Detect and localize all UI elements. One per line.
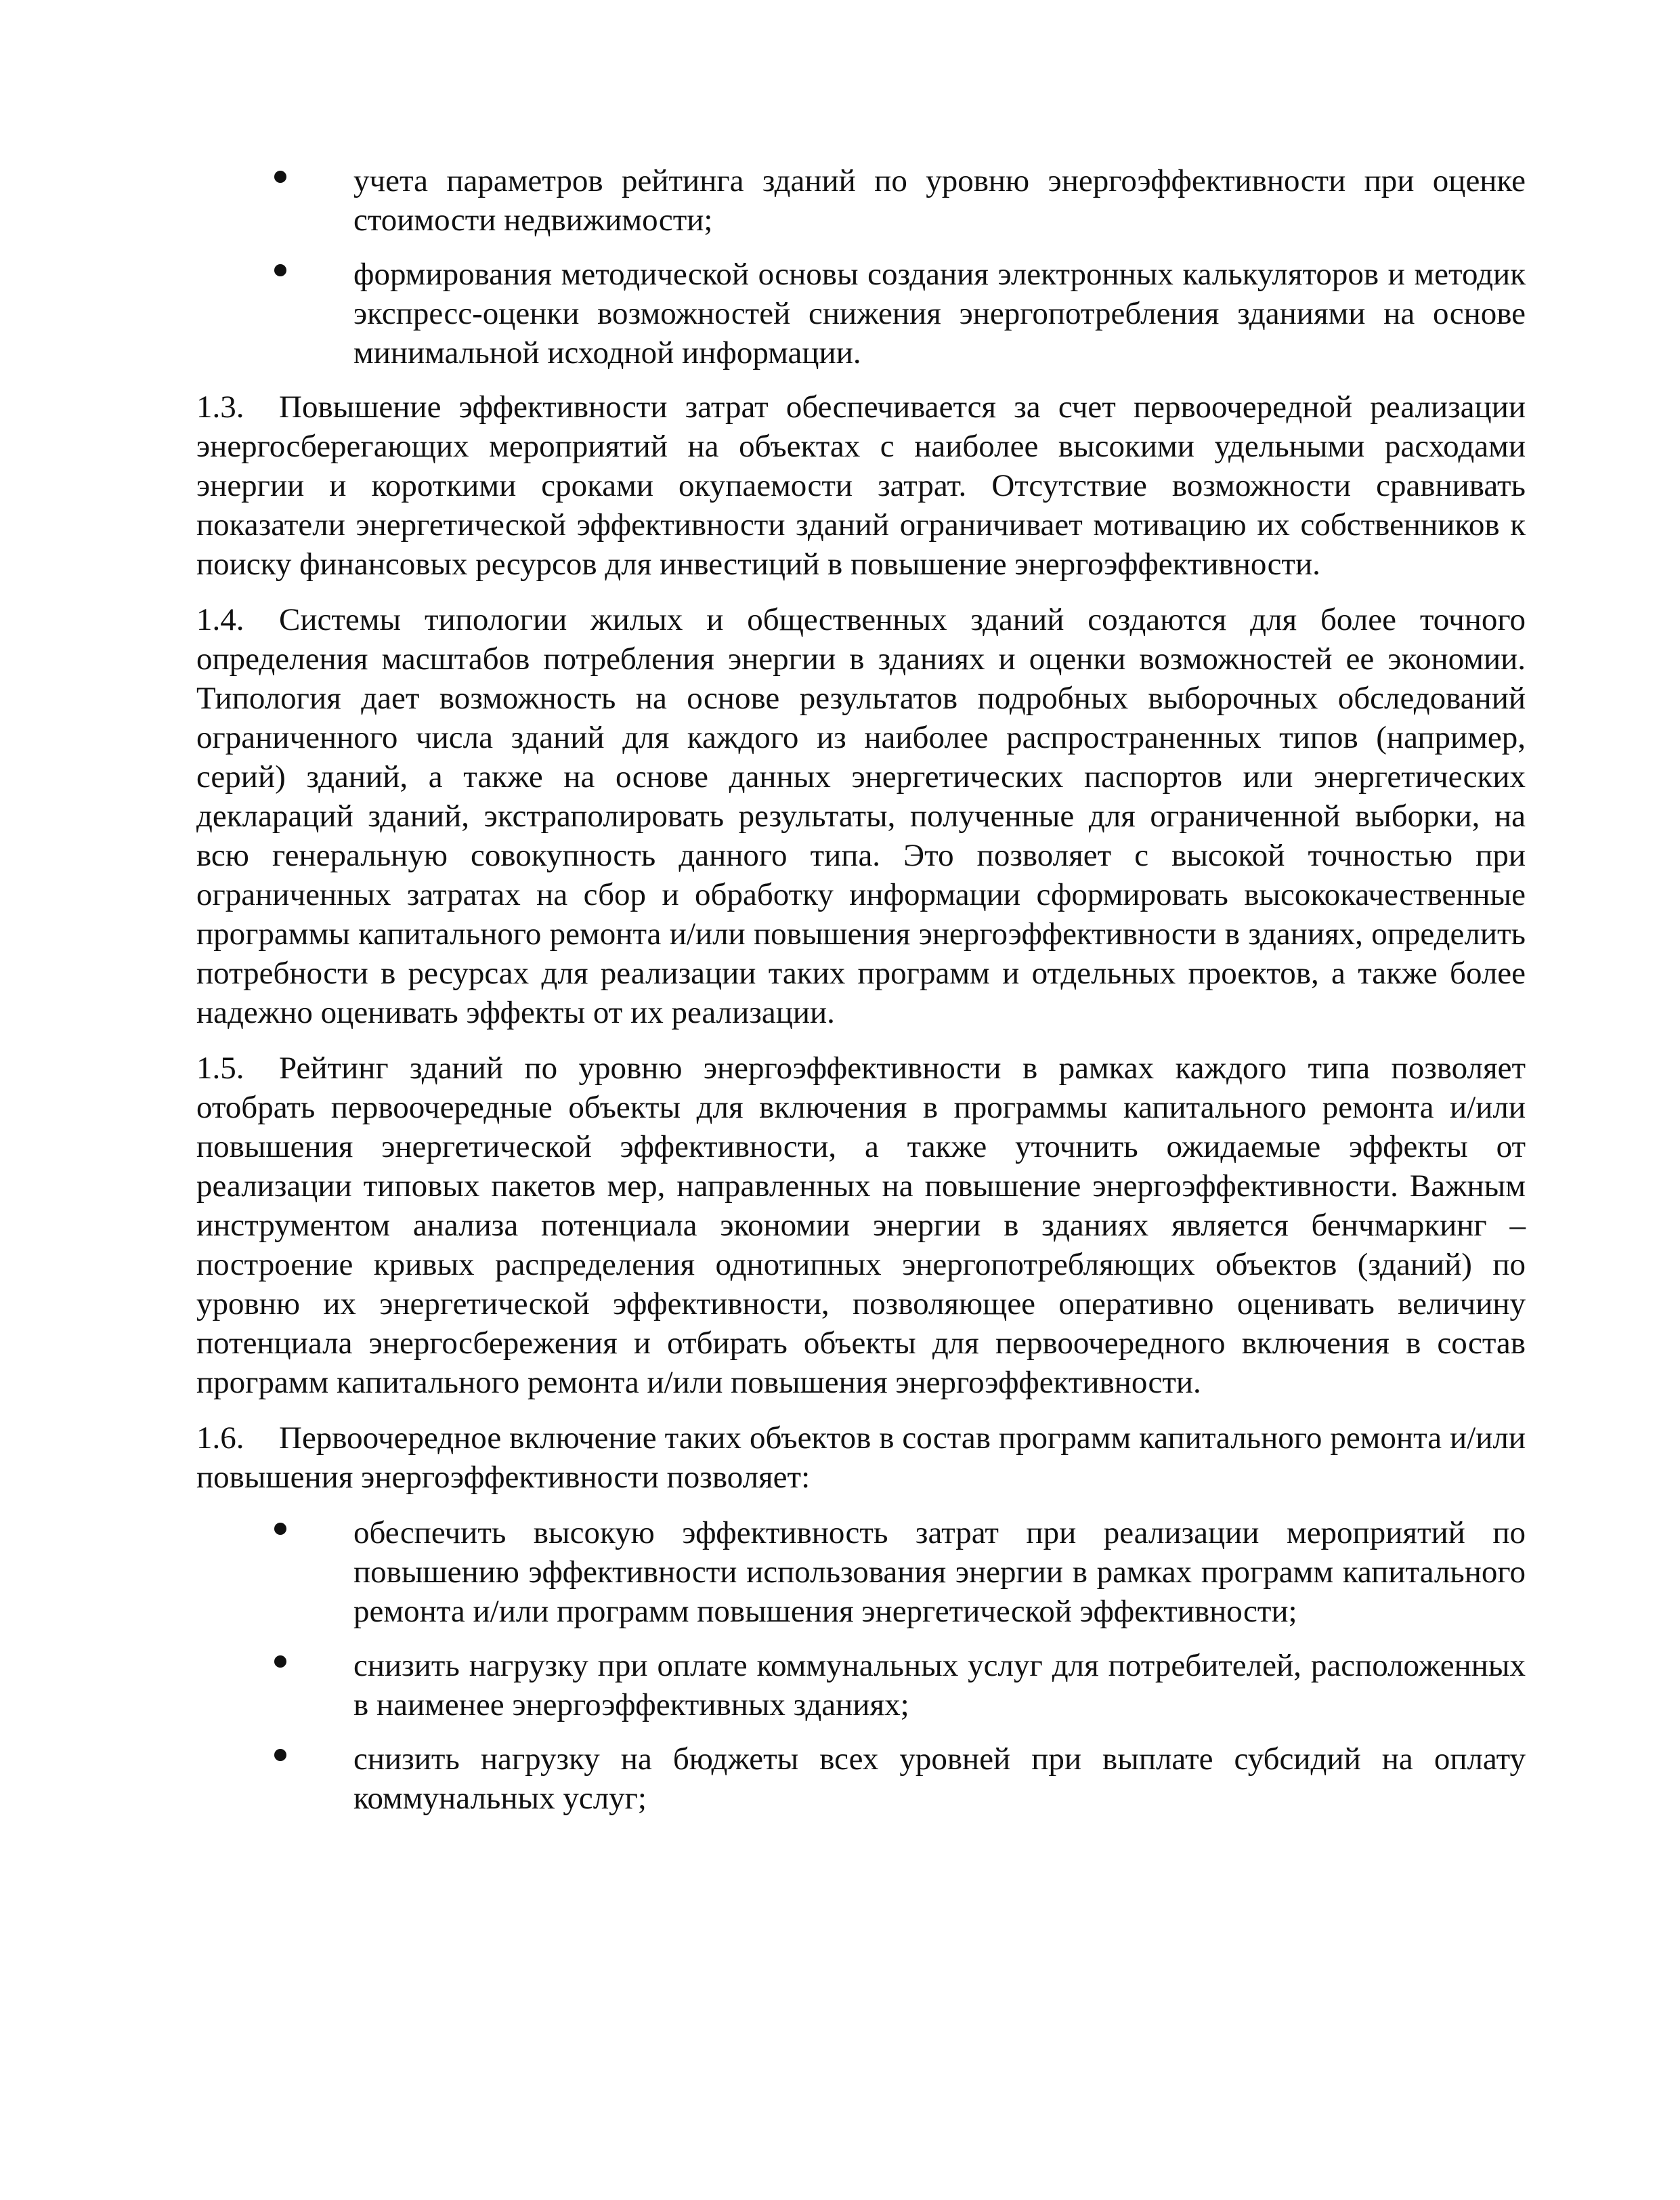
section-text: Системы типологии жилых и общественных зданий создаются для более точного определения масштабов потребления энергии в зданиях и оценки возможностей ее экономии. Типология дает возможность на основе результатов подробных выборочных обследований ограниченного числа зданий для каждого из наиболее распространенных типов (например, серий) зданий, а также на основе данных энергетических паспортов или энергетических деклараций зданий, экстраполировать результаты, полученные для ограниченной выборки, на всю генеральную совокупность данного типа. Это позволяет с высокой точностью при ограниченных затратах на сбор и обработку информации сформировать высококачественные программы капитального ремонта и/или повышения энергоэффективности в зданиях, определить потребности в ресурсах для реализации таких программ и отдельных проектов, а также более надежно оценивать эффекты от их реализации. <box>196 602 1526 1030</box>
bullet-item <box>196 1739 1526 1818</box>
section-text: Повышение эффективности затрат обеспечивается за счет первоочередной реализации энергосберегающих мероприятий на объектах с наиболее высокими удельными расходами энергии и короткими сроками окупаемости затрат. Отсутствие возможности сравнивать показатели энергетической эффективности зданий ограничивает мотивацию их собственников к поиску финансовых ресурсов для инвестиций в повышение энергоэффективности. <box>196 389 1526 582</box>
document-body <box>196 161 1526 1833</box>
bullet-text: учета параметров рейтинга зданий по уровню энергоэффективности при оценке стоимости недвижимости; <box>353 163 1526 238</box>
bullet-item <box>196 161 1526 240</box>
section-number: 1.6. <box>196 1420 244 1456</box>
bullet-text: обеспечить высокую эффективность затрат при реализации мероприятий по повышению эффективности использования энергии в рамках программ капитального ремонта и/или программ повышения энергетической эффективности; <box>353 1515 1526 1629</box>
section-1-4 <box>196 600 1526 1032</box>
bullet-item <box>196 1513 1526 1631</box>
section-text: Рейтинг зданий по уровню энергоэффективности в рамках каждого типа позволяет отобрать первоочередные объекты для включения в программы капитального ремонта и/или повышения энергетической эффективности, а также уточнить ожидаемые эффекты от реализации типовых пакетов мер, направленных на повышение энергоэффективности. Важным инструментом анализа потенциала экономии энергии в зданиях является бенчмаркинг – построение кривых распределения однотипных энергопотребляющих объектов (зданий) по уровню их энергетической эффективности, позволяющее оперативно оценивать величину потенциала энергосбережения и отбирать объекты для первоочередного включения в состав программ капитального ремонта и/или повышения энергоэффективности. <box>196 1051 1526 1400</box>
section-number: 1.5. <box>196 1051 244 1086</box>
top-bullet-list <box>196 161 1526 373</box>
bullet-dot-icon <box>274 1749 286 1761</box>
section-1-5 <box>196 1049 1526 1402</box>
section-number: 1.4. <box>196 602 244 637</box>
section-number: 1.3. <box>196 389 244 425</box>
bullet-dot-icon <box>274 1523 286 1535</box>
bullet-text: снизить нагрузку на бюджеты всех уровней при выплате субсидий на оплату коммунальных услуг; <box>353 1741 1526 1816</box>
bullet-item <box>196 1646 1526 1725</box>
bullet-item <box>196 255 1526 373</box>
bottom-bullet-list <box>196 1513 1526 1818</box>
section-text: Первоочередное включение таких объектов в состав программ капитального ремонта и/или повышения энергоэффективности позволяет: <box>196 1420 1526 1495</box>
section-1-6 <box>196 1418 1526 1497</box>
bullet-dot-icon <box>274 264 286 276</box>
bullet-text: формирования методической основы создания электронных калькуляторов и методик экспресс-оценки возможностей снижения энергопотребления зданиями на основе минимальной исходной информации. <box>353 257 1526 371</box>
bullet-text: снизить нагрузку при оплате коммунальных услуг для потребителей, расположенных в наименее энергоэффективных зданиях; <box>353 1648 1526 1722</box>
section-1-3 <box>196 387 1526 584</box>
bullet-dot-icon <box>274 1655 286 1668</box>
bullet-dot-icon <box>274 171 286 183</box>
